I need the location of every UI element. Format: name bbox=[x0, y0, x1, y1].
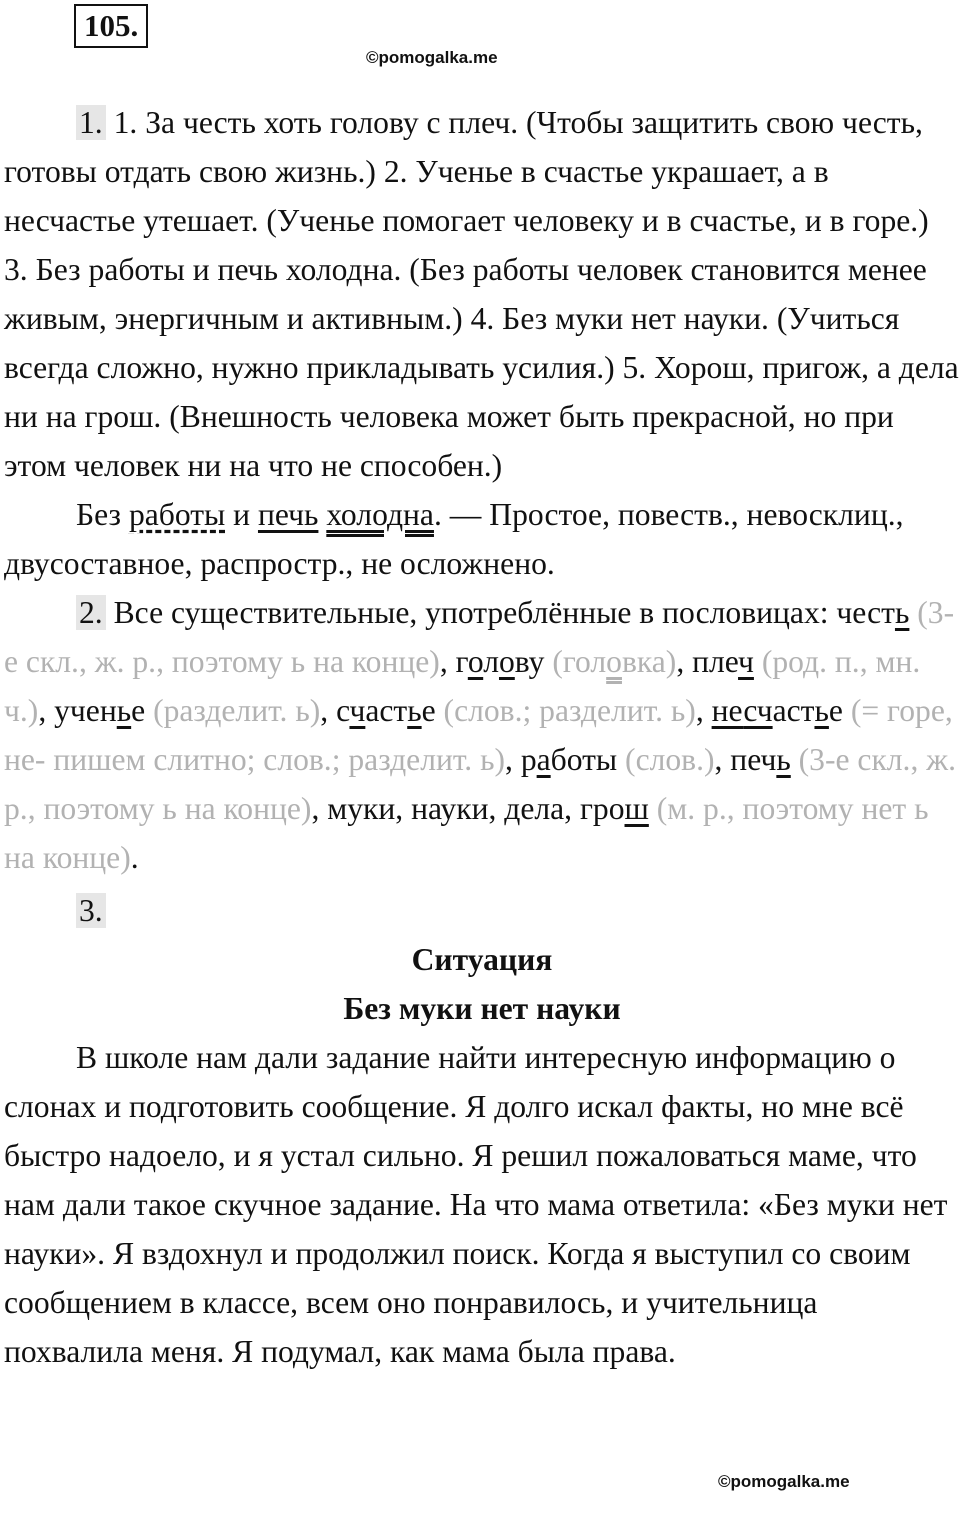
part1-paragraph bbox=[4, 98, 960, 490]
noun-word: , печ bbox=[714, 742, 777, 777]
noun-note: (3-е скл., ж. р., поэтому ь на конце) bbox=[4, 595, 955, 679]
marked-letter: ч bbox=[738, 644, 754, 679]
story-title: Без муки нет науки bbox=[343, 991, 621, 1026]
noun-word: , р bbox=[505, 742, 537, 777]
marked-letter: о bbox=[498, 644, 515, 679]
noun-word: е bbox=[421, 693, 436, 728]
noun-word: ву bbox=[514, 644, 545, 679]
part2-paragraph bbox=[4, 588, 960, 882]
marked-letter: не bbox=[711, 693, 744, 728]
noun-note: (гол bbox=[544, 644, 607, 679]
noun-note: (род. п., мн. ч.) bbox=[4, 644, 921, 728]
marked-letter: ь bbox=[407, 693, 422, 728]
sentence-analysis bbox=[4, 490, 960, 588]
marked-letter: ь bbox=[814, 693, 829, 728]
part3-number: 3. bbox=[76, 893, 106, 928]
noun-word: , учен bbox=[38, 693, 117, 728]
noun-word: , с bbox=[320, 693, 350, 728]
noun-word: боты bbox=[550, 742, 618, 777]
noun-word: чест bbox=[836, 595, 895, 630]
watermark-bottom: ©pomogalka.me bbox=[718, 1472, 850, 1491]
part3-label bbox=[4, 886, 960, 935]
noun-note: (= горе, не- пишем слитно; слов.; разделит. ь) bbox=[4, 693, 953, 777]
marked-letter: ь bbox=[894, 595, 910, 630]
noun-word: , муки, науки, дела, гро bbox=[311, 791, 625, 826]
marked-letter: ь bbox=[116, 693, 132, 728]
noun-word: л bbox=[483, 644, 499, 679]
noun-note: (слов.) bbox=[617, 742, 715, 777]
noun-note: (разделит. ь) bbox=[145, 693, 321, 728]
marked-letter: ш bbox=[624, 791, 649, 826]
noun-word: . bbox=[130, 840, 139, 875]
part1-number: 1. bbox=[76, 105, 106, 140]
exercise-number: 105. bbox=[74, 4, 148, 48]
story-paragraph: В школе нам дали задание найти интересную информацию о слонах и подготовить сообщение. Я долго искал факты, но мне всё быстро надоело, и я устал сильно. Я решил пожаловаться маме, что нам дали такое скучное задание. На что мама ответила: «Без муки нет науки». Я вздохнул и продолжил поиск. Когда я выступил со своим сообщением в классе, всем оно понравилось, и учительница похвалила меня. Я подумал, как мама была права. bbox=[4, 1040, 948, 1369]
analysis-predicate-word: холодна bbox=[326, 497, 434, 532]
marked-letter: о bbox=[606, 644, 622, 679]
analysis-description: . — Простое, повеств., невосклиц., двусоставное, распростр., не осложнено. bbox=[4, 497, 904, 581]
analysis-object-word: работы bbox=[128, 497, 226, 532]
watermark-top: ©pomogalka.me bbox=[366, 48, 498, 67]
marked-letter: ь bbox=[776, 742, 791, 777]
noun-note: (м. р., поэтому нет ь на конце) bbox=[4, 791, 929, 875]
marked-letter: сч bbox=[743, 693, 773, 728]
noun-word: , пле bbox=[676, 644, 739, 679]
noun-word: , г bbox=[439, 644, 468, 679]
noun-word: аст bbox=[365, 693, 408, 728]
analysis-text: и bbox=[225, 497, 258, 532]
story-heading: Ситуация bbox=[411, 942, 553, 977]
marked-letter: ч bbox=[349, 693, 366, 728]
noun-word: е bbox=[131, 693, 146, 728]
noun-word: аст bbox=[772, 693, 815, 728]
part1-text: 1. За честь хоть голову с плеч. (Чтобы защитить свою честь, готовы отдать свою жизнь.) 2. Ученье в счастье украшает, а в несчастье утешает. (Ученье помогает человеку и в счастье, и в горе.) 3. Без работы и печь холодна. (Без работы человек становится менее живым, энергичным и активным.) 4. Без муки нет науки. (Учиться всегда сложно, нужно прикладывать усилия.) 5. Хорош, пригож, а дела ни на грош. (Внешность человека может быть прекрасной, но при этом человек ни на что не способен.) bbox=[4, 105, 959, 483]
noun-note: (слов.; разделит. ь) bbox=[435, 693, 696, 728]
noun-note: вка) bbox=[621, 644, 677, 679]
part2-number: 2. bbox=[76, 595, 106, 630]
part2-intro: Все существительные, употреблённые в пословицах: bbox=[105, 595, 837, 630]
noun-word: , bbox=[695, 693, 712, 728]
analysis-subject-word: печь bbox=[257, 497, 319, 532]
noun-note: (3-е скл., ж. р., поэтому ь на конце) bbox=[4, 742, 956, 826]
document-body bbox=[4, 98, 960, 1376]
noun-word: е bbox=[828, 693, 843, 728]
analysis-text: Без bbox=[76, 497, 129, 532]
marked-letter: а bbox=[536, 742, 551, 777]
marked-letter: о bbox=[467, 644, 484, 679]
